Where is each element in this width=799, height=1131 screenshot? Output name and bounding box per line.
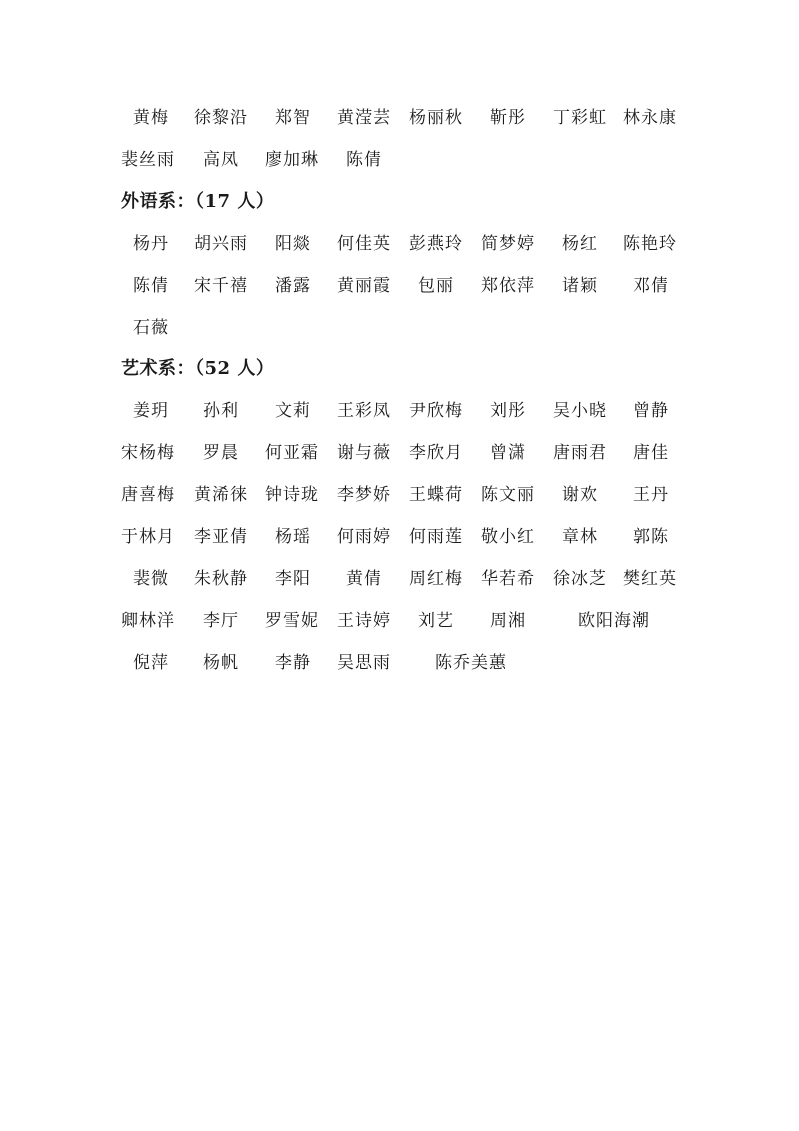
student-name: 林永康: [623, 108, 677, 128]
student-name: 王蝶荷: [409, 485, 463, 505]
name-row: [0, 399, 799, 423]
student-name: 胡兴雨: [194, 234, 248, 254]
student-name: 倪萍: [133, 653, 169, 673]
student-name: 杨丹: [133, 234, 169, 254]
student-name: 樊红英: [623, 569, 677, 589]
student-name: 尹欣梅: [409, 401, 463, 421]
name-row: [0, 274, 799, 298]
student-name: 罗雪妮: [265, 611, 319, 631]
student-name: 李梦娇: [337, 485, 391, 505]
name-row: [0, 232, 799, 256]
student-name: 邓倩: [633, 276, 669, 296]
student-name: 靳彤: [490, 108, 526, 128]
student-name: 刘艺: [418, 611, 454, 631]
student-name: 阳燚: [275, 234, 311, 254]
student-name: 郑智: [275, 108, 311, 128]
student-name: 唐佳: [633, 443, 669, 463]
student-name: 杨丽秋: [409, 108, 463, 128]
student-name: 何雨莲: [409, 527, 463, 547]
student-name: 宋千禧: [194, 276, 248, 296]
student-name: 文莉: [275, 401, 311, 421]
name-row: [0, 483, 799, 507]
student-name: 丁彩虹: [553, 108, 607, 128]
student-name: 裴微: [133, 569, 169, 589]
student-name: 李静: [275, 653, 311, 673]
student-name: 华若希: [481, 569, 535, 589]
student-name: 彭燕玲: [409, 234, 463, 254]
student-name: 王彩凤: [337, 401, 391, 421]
student-name: 廖加琳: [265, 150, 319, 170]
student-name: 谢与薇: [337, 443, 391, 463]
student-name: 王丹: [633, 485, 669, 505]
student-name: 李亚倩: [194, 527, 248, 547]
student-name: 陈倩: [346, 150, 382, 170]
student-name: 李欣月: [409, 443, 463, 463]
student-name: 黄梅: [133, 108, 169, 128]
student-name: 于林月: [121, 527, 175, 547]
student-name: 唐雨君: [553, 443, 607, 463]
student-name: 黄丽霞: [337, 276, 391, 296]
student-name: 唐喜梅: [121, 485, 175, 505]
student-name: 何亚霜: [265, 443, 319, 463]
student-name: 包丽: [418, 276, 454, 296]
student-name: 李阳: [275, 569, 311, 589]
student-name: 陈乔美蕙: [435, 653, 507, 673]
section-heading-foreign-languages: 外语系：（17 人）: [121, 191, 275, 212]
student-name: 黄滢芸: [337, 108, 391, 128]
student-name: 吴思雨: [337, 653, 391, 673]
student-name: 潘露: [275, 276, 311, 296]
student-name: 黄倩: [346, 569, 382, 589]
student-name: 孙利: [203, 401, 239, 421]
student-name: 石薇: [133, 318, 169, 338]
student-name: 杨瑶: [275, 527, 311, 547]
student-name: 周湘: [490, 611, 526, 631]
section-heading-arts: 艺术系：（52 人）: [121, 358, 275, 379]
student-name: 李厅: [203, 611, 239, 631]
student-name: 高凤: [203, 150, 239, 170]
student-name: 吴小晓: [553, 401, 607, 421]
student-name: 朱秋静: [194, 569, 248, 589]
student-name: 谢欢: [562, 485, 598, 505]
student-name: 卿林洋: [121, 611, 175, 631]
student-name: 陈艳玲: [623, 234, 677, 254]
name-row: [0, 148, 799, 172]
student-name: 敬小红: [481, 527, 535, 547]
name-row: [0, 525, 799, 549]
name-row: [0, 651, 799, 675]
name-row: [0, 316, 799, 340]
name-row: [0, 106, 799, 130]
student-name: 杨帆: [203, 653, 239, 673]
student-name: 罗晨: [203, 443, 239, 463]
student-name: 郭陈: [633, 527, 669, 547]
student-name: 章林: [562, 527, 598, 547]
student-name: 何雨婷: [337, 527, 391, 547]
student-name: 欧阳海潮: [578, 611, 650, 631]
student-name: 何佳英: [337, 234, 391, 254]
student-name: 陈倩: [133, 276, 169, 296]
student-name: 刘彤: [490, 401, 526, 421]
student-name: 黄浠徕: [194, 485, 248, 505]
student-name: 郑依萍: [481, 276, 535, 296]
student-name: 宋杨梅: [121, 443, 175, 463]
student-name: 姜玥: [133, 401, 169, 421]
student-name: 曾静: [633, 401, 669, 421]
student-name: 王诗婷: [337, 611, 391, 631]
student-name: 徐黎沿: [194, 108, 248, 128]
name-row: [0, 441, 799, 465]
student-name: 杨红: [562, 234, 598, 254]
name-row: [0, 609, 799, 633]
name-row: [0, 567, 799, 591]
student-name: 周红梅: [409, 569, 463, 589]
student-name: 简梦婷: [481, 234, 535, 254]
student-name: 徐冰芝: [553, 569, 607, 589]
student-name: 钟诗珑: [265, 485, 319, 505]
student-name: 诸颖: [562, 276, 598, 296]
student-name: 曾潇: [490, 443, 526, 463]
student-name: 裴丝雨: [121, 150, 175, 170]
student-name: 陈文丽: [481, 485, 535, 505]
